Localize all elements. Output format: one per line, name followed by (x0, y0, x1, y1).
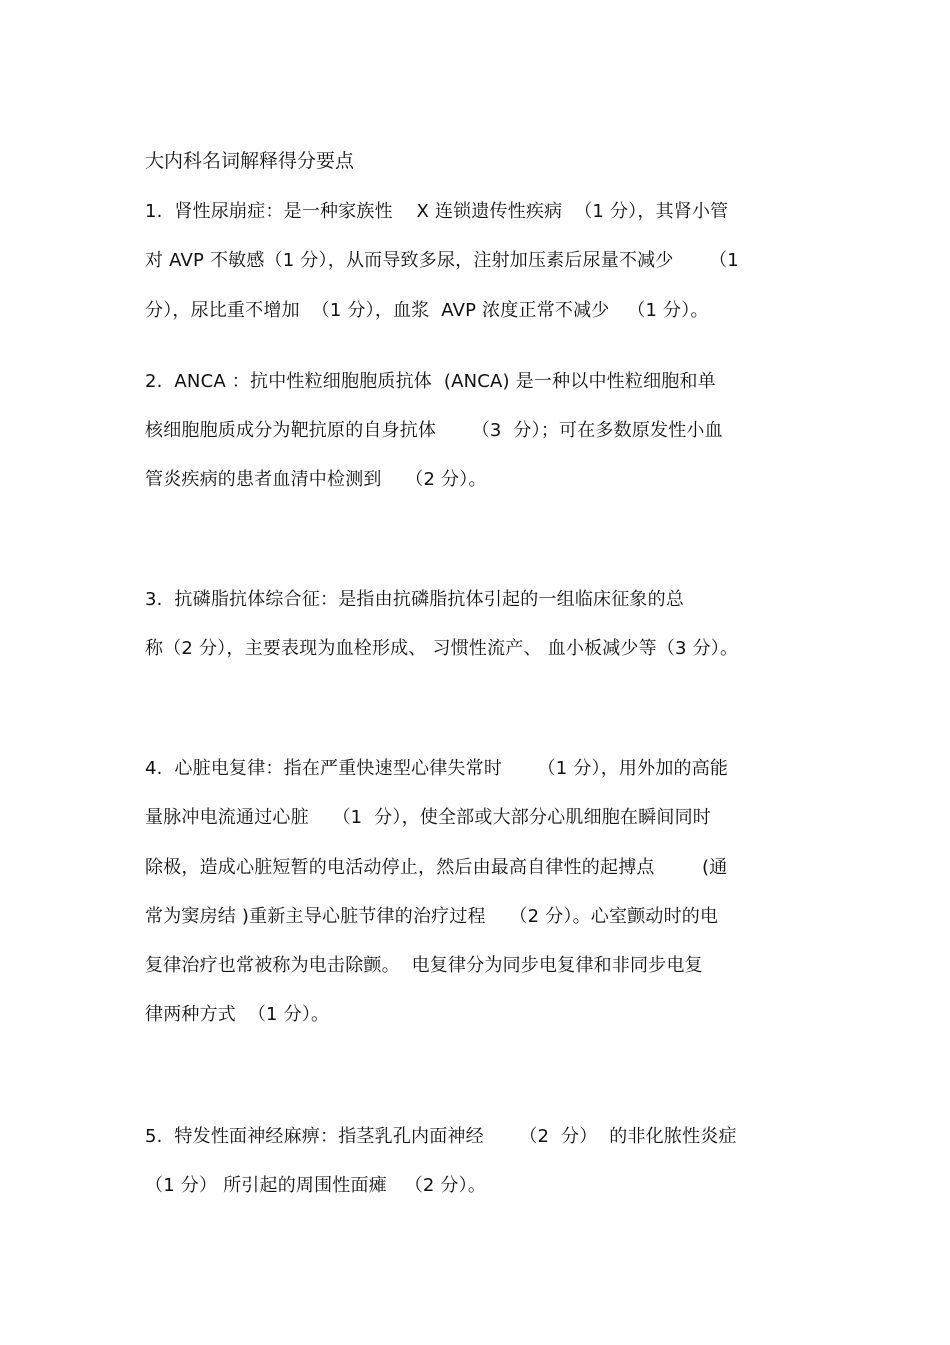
item-1-line-1: 1. 肾性尿崩症：是一种家族性 X 连锁遗传性疾病 （1 分），其肾小管 (145, 201, 729, 222)
item-4-line-5: 复律治疗也常被称为电击除颤。 电复律分为同步电复律和非同步电复 (145, 955, 703, 976)
document-title: 大内科名词解释得分要点 (145, 150, 355, 172)
item-4-line-6: 律两种方式 （1 分）。 (145, 1004, 330, 1025)
item-1-line-2: 对 AVP 不敏感（1 分），从而导致多尿，注射加压素后尿量不减少 （1 (145, 250, 739, 271)
item-2-line-1: 2. ANCA ：抗中性粒细胞胞质抗体 (ANCA) 是一种以中性粒细胞和单 (145, 371, 716, 392)
item-2-line-3: 管炎疾病的患者血清中检测到 （2 分）。 (145, 469, 487, 490)
item-4-line-1: 4. 心脏电复律：指在严重快速型心律失常时 （1 分），用外加的高能 (145, 758, 729, 779)
item-3-line-1: 3. 抗磷脂抗体综合征：是指由抗磷脂抗体引起的一组临床征象的总 (145, 589, 685, 610)
item-4-line-4: 常为窦房结 )重新主导心脏节律的治疗过程 （2 分）。心室颤动时的电 (145, 906, 719, 927)
item-5-line-2: （1 分） 所引起的周围性面瘫 （2 分）。 (145, 1175, 487, 1196)
item-3-line-2: 称（2 分），主要表现为血栓形成、 习惯性流产、 血小板减少等（3 分）。 (145, 638, 739, 659)
item-5-line-1: 5. 特发性面神经麻痹：指茎乳孔内面神经 （2 分） 的非化脓性炎症 (145, 1126, 737, 1147)
item-4-line-3: 除极，造成心脏短暂的电活动停止，然后由最高自律性的起搏点 (通 (145, 857, 728, 878)
item-4-line-2: 量脉冲电流通过心脏 （1 分），使全部或大部分心肌细胞在瞬间同时 (145, 807, 711, 828)
item-1-line-3: 分），尿比重不增加 （1 分），血浆 AVP 浓度正常不减少 （1 分）。 (145, 300, 709, 321)
item-2-line-2: 核细胞胞质成分为靶抗原的自身抗体 （3 分）；可在多数原发性小血 (145, 420, 723, 441)
